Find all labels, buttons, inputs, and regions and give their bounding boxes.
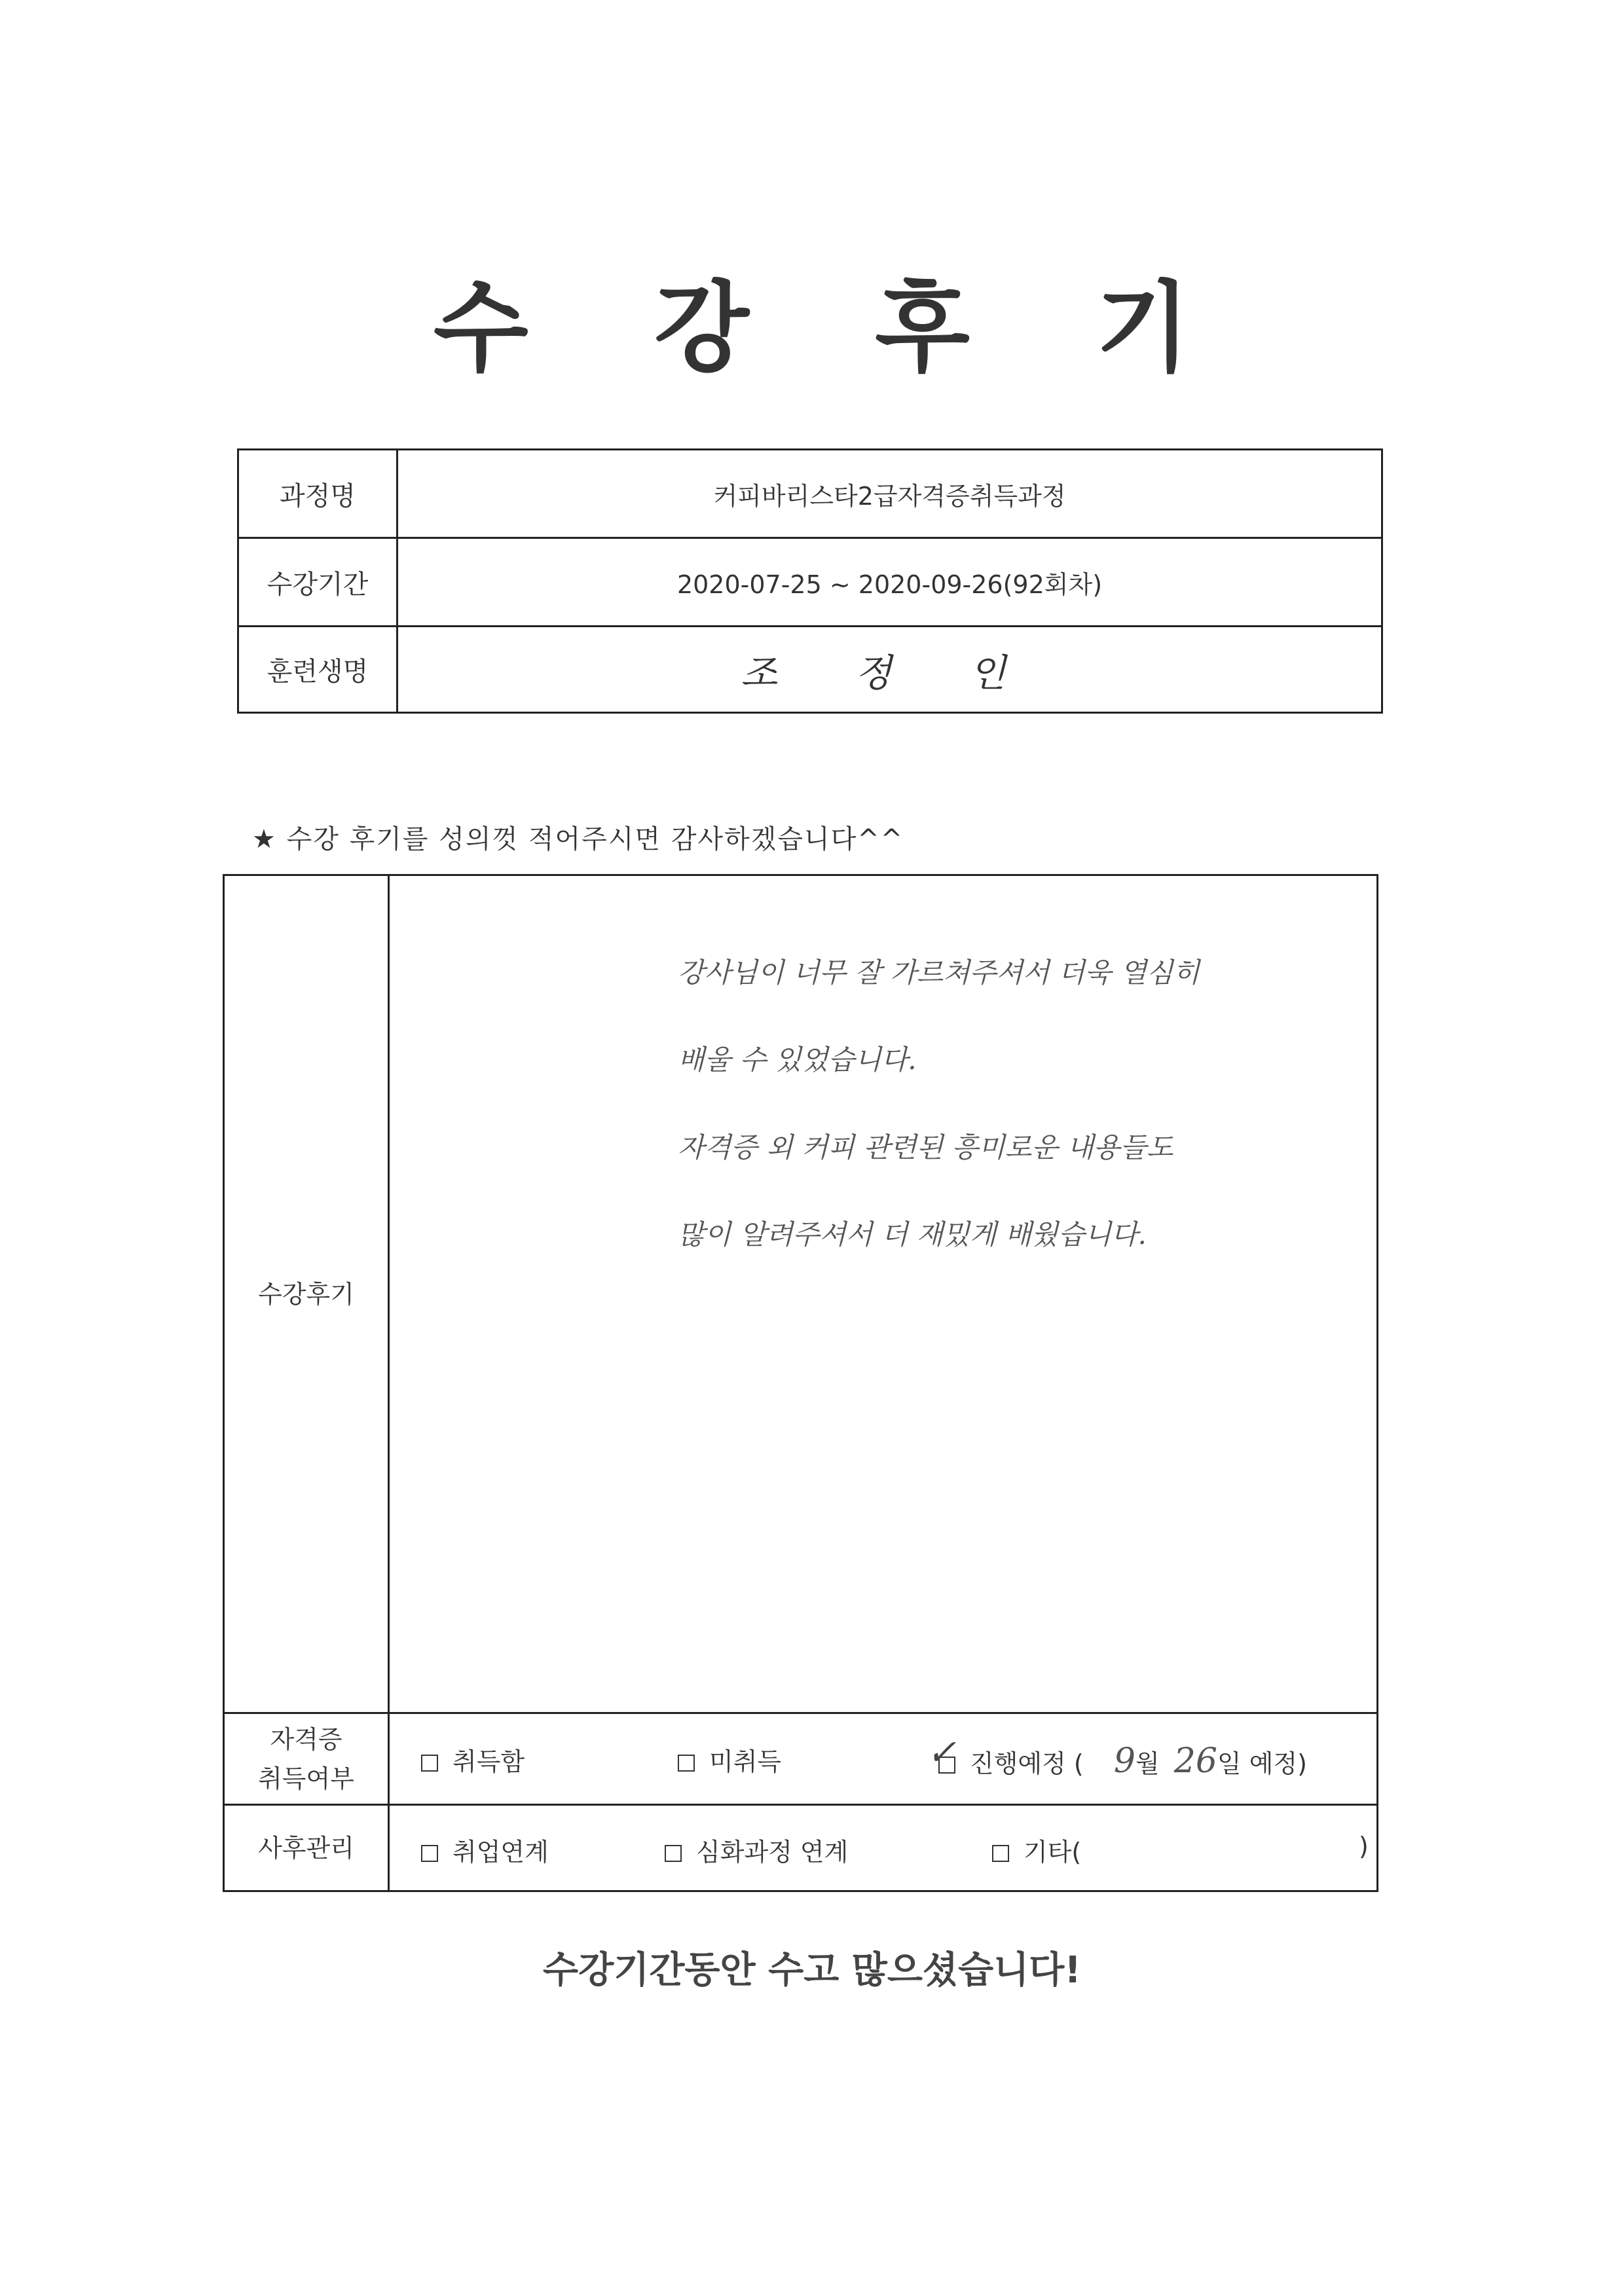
checkbox-icon[interactable]: [665, 1845, 682, 1862]
month-handwritten: 9: [1113, 1741, 1135, 1781]
certificate-options: [390, 1714, 1376, 1806]
certificate-label: 자격증 취득여부: [225, 1714, 390, 1806]
period-label: 수강기간: [239, 539, 398, 625]
course-value: 커피바리스타2급자격증취득과정: [713, 481, 1066, 511]
option-other[interactable]: 기타(: [992, 1832, 1081, 1868]
option-acquired[interactable]: 취득함: [421, 1741, 525, 1777]
trainee-signature: 조 정 인: [741, 650, 1039, 695]
course-label: 과정명: [239, 450, 398, 537]
checkbox-icon[interactable]: [421, 1845, 438, 1862]
closing-message: 수강기간동안 수고 많으셨습니다!: [543, 1949, 1081, 1992]
trainee-label: 훈련생명: [239, 627, 398, 712]
option-in-progress[interactable]: 진행예정 ( 9월 26일 예정): [938, 1741, 1307, 1781]
followup-label: 사후관리: [225, 1806, 390, 1890]
option-job-link[interactable]: 취업연계: [421, 1832, 549, 1868]
option-advanced-course[interactable]: 심화과정 연계: [665, 1832, 848, 1868]
review-line: 자격증 외 커피 관련된 흥미로운 내용들도: [678, 1131, 1173, 1163]
notice-text: ★ 수강 후기를 성의껏 적어주시면 감사하겠습니다^^: [252, 824, 904, 854]
period-value: 2020-07-25 ~ 2020-09-26(92회차): [676, 570, 1103, 599]
review-line: 많이 알려주셔서 더 재밌게 배웠습니다.: [678, 1218, 1147, 1250]
review-line: 배울 수 있었습니다.: [678, 1044, 917, 1076]
option-other-close: ): [1359, 1832, 1369, 1861]
course-info-table: [237, 448, 1383, 714]
checkbox-icon[interactable]: [992, 1845, 1009, 1862]
review-table: [223, 874, 1378, 1892]
checkbox-icon[interactable]: [421, 1755, 438, 1772]
option-not-acquired[interactable]: 미취득: [678, 1741, 781, 1777]
period-row: [239, 539, 1381, 627]
course-row: [239, 450, 1381, 539]
review-label: 수강후기: [225, 876, 390, 1714]
review-line: 강사님이 너무 잘 가르쳐주셔서 더욱 열심히: [678, 957, 1200, 989]
checkbox-icon[interactable]: [678, 1755, 695, 1772]
review-content: [390, 876, 1376, 1714]
check-mark-icon: ✓: [927, 1732, 957, 1773]
page-title: 수 강 후 기: [433, 272, 1237, 386]
day-handwritten: 26: [1173, 1741, 1217, 1781]
followup-options: [390, 1806, 1376, 1890]
trainee-row: [239, 627, 1381, 712]
